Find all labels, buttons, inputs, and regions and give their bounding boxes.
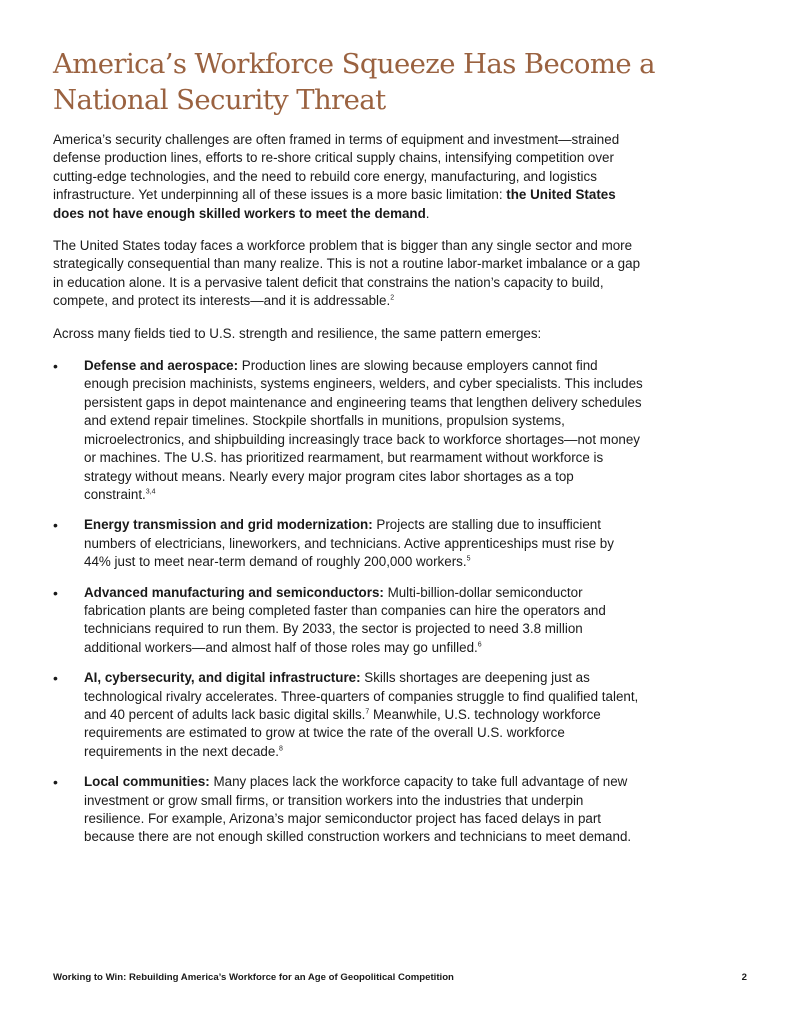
bullet-manufacturing-semiconductors [53,584,643,658]
intro-paragraph-1-end: . [425,205,430,221]
bullet-text: Skills shortages are deepening just as technological rivalry accelerates. Three-quarters of companies struggle to find qualified talent, and 40 percent of adults lack basic digital skills. [84,670,639,722]
bullet-marker: • [53,517,58,534]
bullet-text: Many places lack the workforce capacity to take full advantage of new investment or grow small firms, or transition workers into the industries that underpin resilience. For example, Arizona’s major semiconductor project has faced delays in part because there are not enough skilled construction workers and technicians to meet demand. [84,774,632,845]
bullet-heading: Local communities: [84,774,210,790]
footnote-ref[interactable]: 6 [477,641,482,649]
sector-bullet-list [53,357,643,847]
page-number: 2 [741,972,747,983]
page-title: America’s Workforce Squeeze Has Become a National Security Threat [53,48,655,116]
bullet-text-continued: Meanwhile, U.S. technology workforce requirements are estimated to grow at twice the rate of the overall U.S. workforce requirements in the next decade. [84,706,601,759]
bullet-text: Production lines are slowing because employers cannot find enough precision machinists, systems engineers, welders, and cyber specialists. This includes persistent gaps in depot maintenance and engineering teams that lengthen delivery schedules and extend repair timelines. Stockpile shortfalls in munitions, propulsion systems, microelectronics, and shipbuilding increasingly trace back to workforce shortages—not money or machines. The U.S. has prioritized rearmament, but rearmament without workforce is strategy without means. Nearly every major program cites labor shortages as a top constraint. [84,358,643,502]
bullet-local-communities [53,773,643,847]
bullet-energy-grid [53,516,643,571]
body-text [53,131,643,859]
footer-document-title: Working to Win: Rebuilding America’s Workforce for an Age of Geopolitical Competition [53,972,454,983]
bullet-heading: AI, cybersecurity, and digital infrastructure: [84,670,361,686]
bullet-heading: Defense and aerospace: [84,358,239,374]
footnote-ref[interactable]: 8 [279,745,283,753]
bullet-heading: Advanced manufacturing and semiconductors: [84,584,384,600]
footnote-ref[interactable]: 5 [466,555,471,563]
intro-paragraph-3: Across many fields tied to U.S. strength and resilience, the same pattern emerges: [53,325,542,341]
footnote-ref[interactable]: 2 [390,294,395,302]
intro-paragraph-2-text: The United States today faces a workforce problem that is bigger than any single sector and more strategically consequential than many realize. This is not a routine labor-market imbalance or a gap in education alone. It is a pervasive talent deficit that constrains the nation’s capacity to build, compete, and protect its interests—and it is addressable. [53,238,641,309]
bullet-ai-cyber-digital [53,669,643,761]
footnote-ref[interactable]: 7 [365,708,370,716]
bullet-defense-aerospace [53,357,643,504]
bullet-marker: • [53,584,58,601]
bullet-marker: • [53,670,58,687]
intro-paragraph-1-emphasis: the United States does not have enough skilled workers to meet the demand [53,187,616,221]
intro-paragraph-2 [53,237,643,311]
bullet-marker: • [53,358,58,375]
intro-paragraph-1 [53,131,643,223]
intro-paragraph-1-text: America’s security challenges are often framed in terms of equipment and investment—strained defense production lines, efforts to re-shore critical supply chains, intensifying competition over cutting-edge technologies, and the need to rebuild core energy, manufacturing, and logistics infrastructure. Yet underpinning all of these issues is a more basic limitation: [53,132,620,203]
bullet-text: Multi-billion-dollar semiconductor fabrication plants are being completed faster than companies can hire the operators and technicians required to run them. By 2033, the sector is projected to need 3.8 million additional workers—and almost half of those roles may go unfilled. [84,584,606,655]
bullet-heading: Energy transmission and grid modernization: [84,517,373,533]
footnote-ref[interactable]: 3,4 [145,488,156,496]
bullet-text: Projects are stalling due to insufficient numbers of electricians, lineworkers, and technicians. Active apprenticeships must rise by 44% just to meet near-term demand of roughly 200,000 workers. [84,517,614,570]
bullet-marker: • [53,774,58,791]
